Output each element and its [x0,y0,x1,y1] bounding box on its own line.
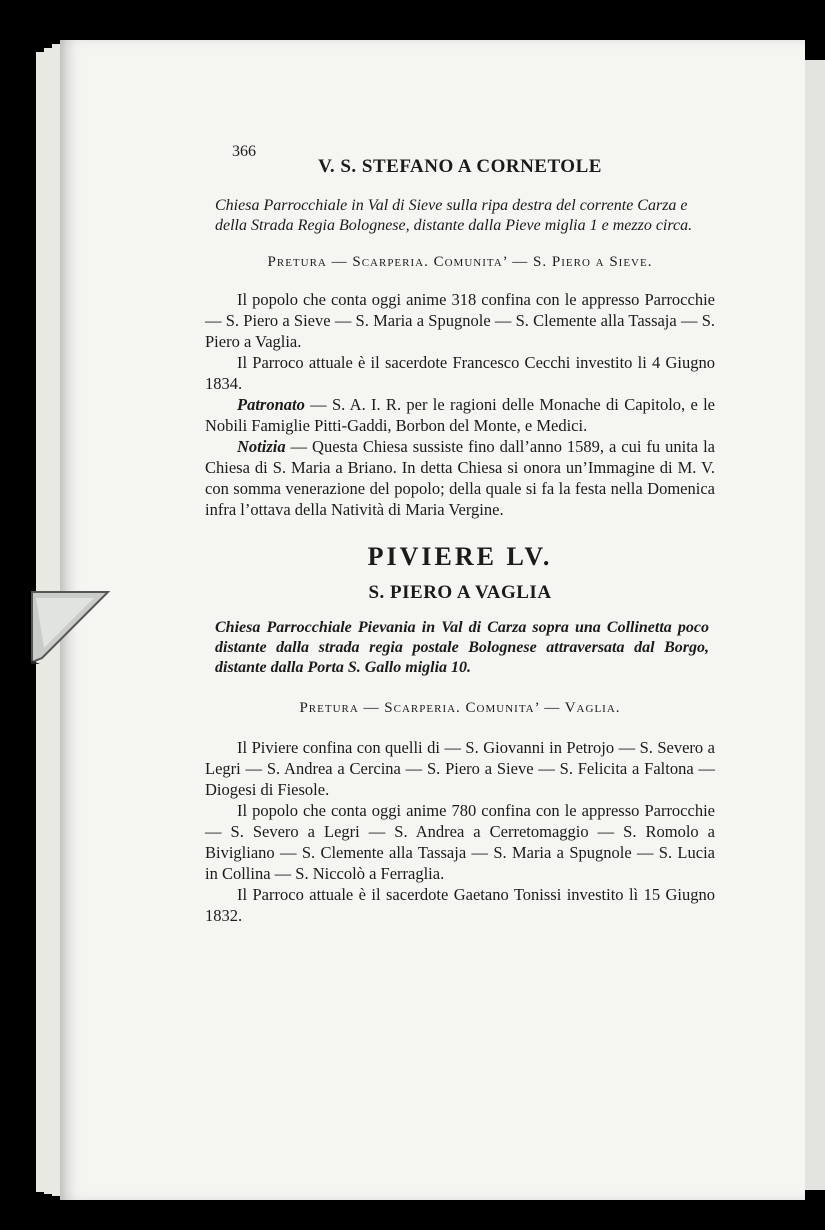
paragraph [205,394,715,436]
church-description: Chiesa Parrocchiale Pievania in Val di Carza sopra una Collinetta poco distante dalla strada regia postale Bolognese attraversata dal Borgo, distante dalla Porta S. Gallo miglia 10. [215,619,709,676]
paragraph-lead: Patronato [237,395,305,414]
paragraph [205,800,715,884]
paragraph-text: — Questa Chiesa sussiste fino dall’anno 1589, a cui fu unita la Chiesa di S. Maria a Briano. In detta Chiesa si onora un’Immagine di M. V. con somma venerazione del popolo; della quale si fa la festa nella Domenica infra l’ottava della Natività di Maria Vergine. [205,437,715,519]
bookmark-clip [30,578,110,664]
paragraph-text: — S. A. I. R. per le ragioni delle Monache di Capitolo, e le Nobili Famiglie Pitti-Gaddi, Borbon del Monte, e Medici. [205,395,715,435]
church-description: Chiesa Parrocchiale in Val di Sieve sulla ripa destra del corrente Carza e della Strada Regia Bolognese, distante dalla Pieve miglia 1 e mezzo circa. [215,197,693,234]
page-text [205,138,715,926]
paragraph [205,289,715,352]
section-title: S. PIERO A VAGLIA [368,582,552,603]
paragraph-text: Il Parroco attuale è il sacerdote Francesco Cecchi investito li 4 Giugno 1834. [205,353,715,393]
paragraph-text: Il Piviere confina con quelli di — S. Giovanni in Petrojo — S. Severo a Legri — S. Andrea a Cercina — S. Piero a Sieve — S. Felicita a Faltona — Diogesi di Fiesole. [205,738,715,799]
paragraph [205,436,715,520]
paragraph [205,737,715,800]
paragraph-text: Il popolo che conta oggi anime 318 confina con le appresso Parrocchie — S. Piero a Sieve — S. Maria a Spugnole — S. Clemente alla Tassaja — S. Piero a Vaglia. [205,290,715,351]
section-title: V. S. STEFANO A CORNETOLE [318,156,602,177]
paragraph [205,884,715,926]
piviere-heading: PIVIERE LV. [367,542,553,571]
page-number: 366 [232,143,256,160]
jurisdiction-line: Pretura — Scarperia. Comunita’ — S. Piero a Sieve. [267,254,653,270]
paragraph [205,352,715,394]
paragraph-text: Il popolo che conta oggi anime 780 confina con le appresso Parrocchie — S. Severo a Legri — S. Andrea a Cerretomaggio — S. Romolo a Bivigliano — S. Clemente alla Tassaja — S. Maria a Spugnole — S. Lucia in Collina — S. Niccolò a Ferraglia. [205,801,715,883]
paragraph-text: Il Parroco attuale è il sacerdote Gaetano Tonissi investito lì 15 Giugno 1832. [205,885,715,925]
paragraph-lead: Notizia [237,437,286,456]
jurisdiction-line: Pretura — Scarperia. Comunita’ — Vaglia. [299,700,621,716]
